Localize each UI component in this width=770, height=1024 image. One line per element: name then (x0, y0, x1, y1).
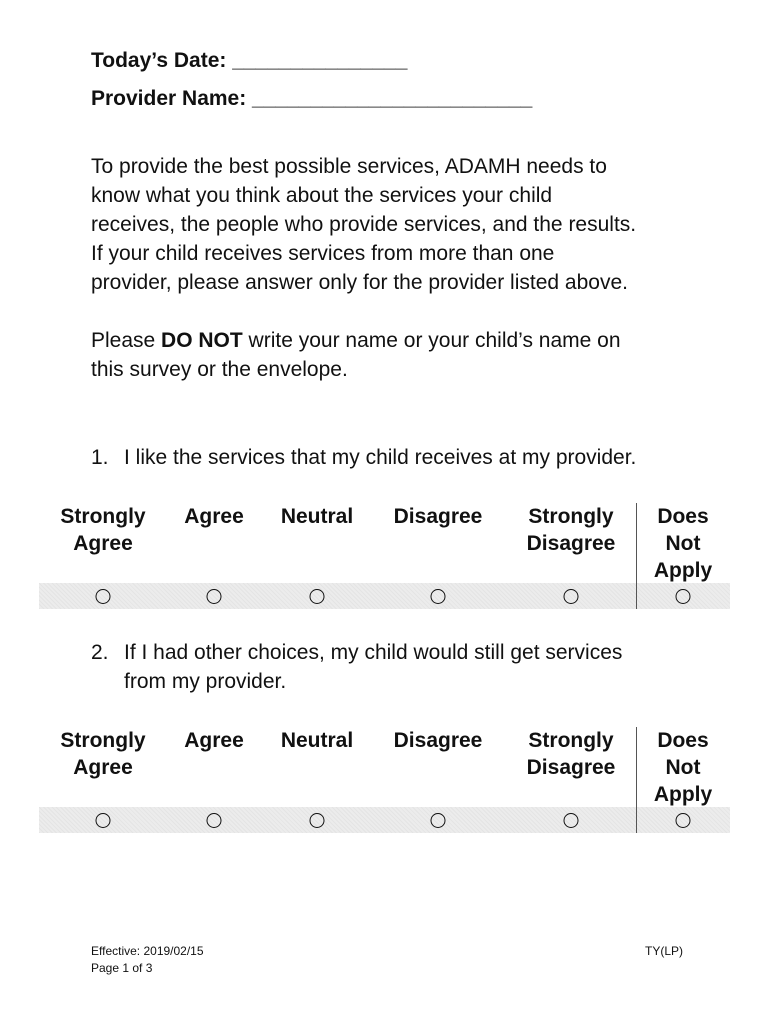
footer-left (91, 943, 204, 977)
privacy-note (91, 326, 731, 384)
effective-date: Effective: 2019/02/15 (91, 944, 204, 958)
note-emphasis: DO NOT (161, 329, 243, 352)
radio-strongly-disagree[interactable] (564, 813, 579, 828)
option-header-agree: Agree (184, 729, 244, 752)
form-code: TY(LP) (645, 944, 684, 958)
radio-neutral[interactable] (310, 589, 325, 604)
provider-name-field[interactable]: Provider Name: ________________________ (91, 87, 533, 110)
radio-agree[interactable] (207, 813, 222, 828)
response-scale-q1 (0, 503, 770, 613)
question-text: I like the services that my child receives at my provider. (124, 446, 637, 469)
option-header-disagree: Disagree (393, 505, 483, 528)
question-number: 1. (91, 446, 109, 469)
question-1 (91, 443, 711, 472)
response-band (39, 807, 730, 833)
radio-does-not-apply[interactable] (676, 589, 691, 604)
radio-disagree[interactable] (431, 813, 446, 828)
intro-paragraph (91, 152, 731, 297)
scale-divider (636, 503, 637, 609)
radio-strongly-agree[interactable] (96, 589, 111, 604)
response-scale-q2 (0, 727, 770, 837)
option-header-strongly-disagree: Strongly Disagree (526, 729, 616, 779)
page-number: Page 1 of 3 (91, 961, 153, 975)
option-header-disagree: Disagree (393, 729, 483, 752)
radio-disagree[interactable] (431, 589, 446, 604)
intro-line: If your child receives services from more than one (91, 242, 555, 265)
note-rest: write your name or your child’s name on (242, 329, 621, 352)
option-header-agree: Agree (184, 505, 244, 528)
intro-line: know what you think about the services your child (91, 184, 553, 207)
radio-does-not-apply[interactable] (676, 813, 691, 828)
note-line-2: this survey or the envelope. (91, 358, 348, 381)
question-number: 2. (91, 641, 109, 664)
option-header-does-not-apply: Does Not Apply (653, 729, 713, 806)
todays-date-field[interactable]: Today’s Date: _______________ (91, 49, 408, 72)
question-2 (91, 638, 711, 696)
intro-line: receives, the people who provide services, and the results. (91, 213, 637, 236)
radio-agree[interactable] (207, 589, 222, 604)
intro-line: provider, please answer only for the provider listed above. (91, 271, 628, 294)
question-text: from my provider. (124, 670, 287, 693)
question-text: If I had other choices, my child would still get services (124, 641, 623, 664)
option-header-neutral: Neutral (280, 729, 354, 752)
scale-divider (636, 727, 637, 833)
option-header-strongly-disagree: Strongly Disagree (526, 505, 616, 555)
intro-line: To provide the best possible services, ADAMH needs to (91, 155, 607, 178)
option-header-strongly-agree: Strongly Agree (60, 505, 146, 555)
option-header-does-not-apply: Does Not Apply (653, 505, 713, 582)
response-band (39, 583, 730, 609)
radio-strongly-disagree[interactable] (564, 589, 579, 604)
radio-neutral[interactable] (310, 813, 325, 828)
note-prefix: Please (91, 329, 162, 352)
option-header-strongly-agree: Strongly Agree (60, 729, 146, 779)
option-header-neutral: Neutral (280, 505, 354, 528)
radio-strongly-agree[interactable] (96, 813, 111, 828)
